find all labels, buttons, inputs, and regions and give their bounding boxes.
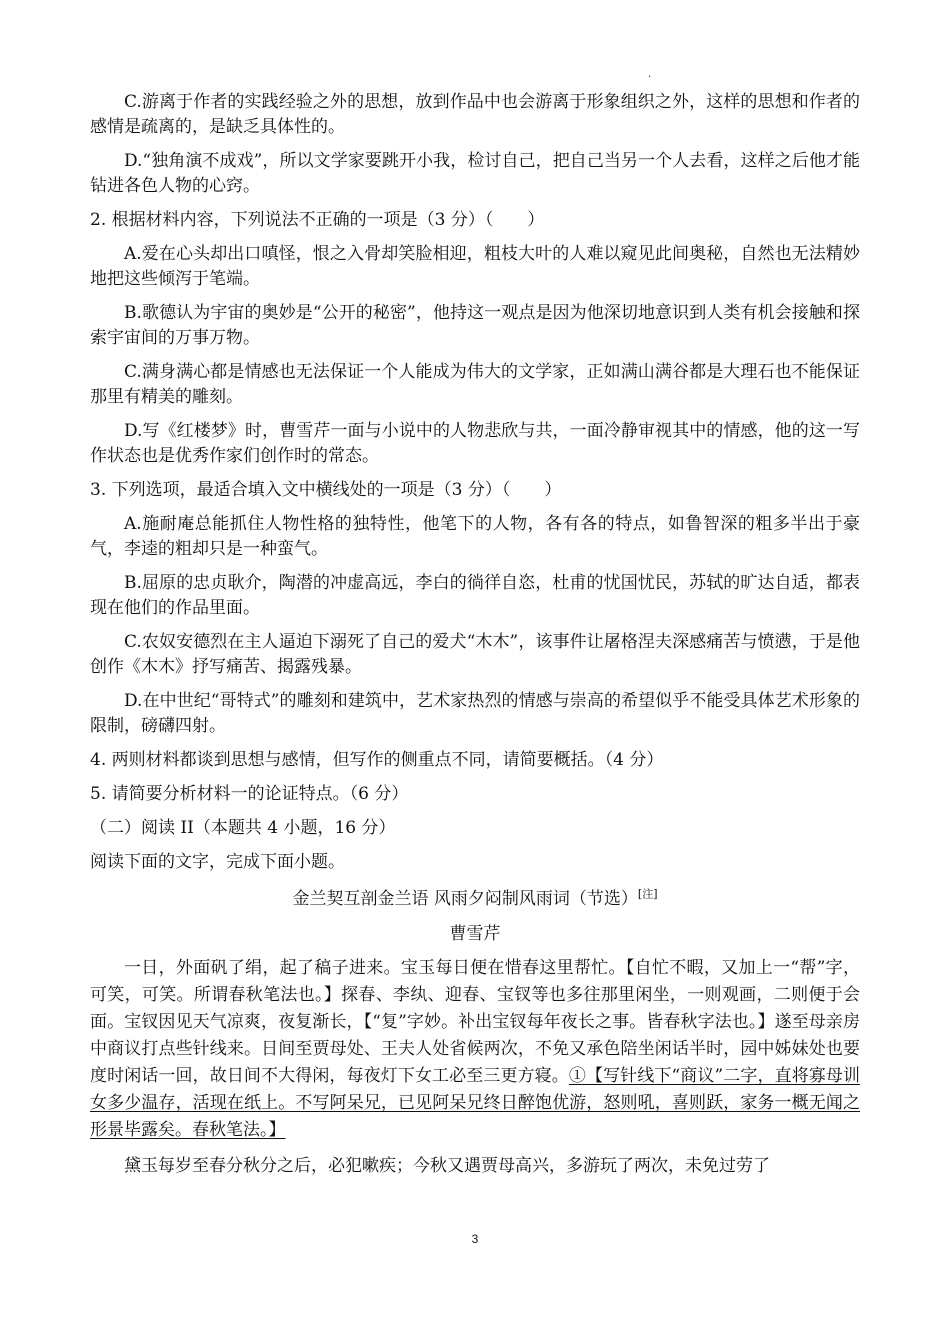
q1-option-c: C.游离于作者的实践经验之外的思想，放到作品中也会游离于形象组织之外，这样的思想和作者的感情是疏离的，是缺乏具体性的。 (90, 92, 860, 137)
q2-option-b: B.歌德认为宇宙的奥妙是“公开的秘密”，他持这一观点是因为他深切地意识到人类有机会接触和探索宇宙间的万事万物。 (90, 303, 860, 348)
annotation-1-underlined: ①【写针线下“商议”二字，直将寡母训女多少温存，活现在纸上。不写阿呆兄，已见阿呆兄终日醉饱优游，怒则吼，喜则跃，家务一概无闻之形景毕露矣。春秋笔法。】 (90, 1066, 860, 1140)
header-mark: . (648, 69, 652, 80)
passage-paragraph-1 (90, 955, 860, 1144)
q3-option-d: D.在中世纪“哥特式”的雕刻和建筑中，艺术家热烈的情感与崇高的希望似乎不能受具体艺术形象的限制，磅礴四射。 (90, 691, 860, 736)
q1-option-d: D.“独角演不成戏”，所以文学家要跳开小我，检讨自己，把自己当另一个人去看，这样之后他才能钻进各色人物的心窍。 (90, 151, 860, 196)
q3-option-c: C.农奴安德烈在主人逼迫下溺死了自己的爱犬“木木”，该事件让屠格涅夫深感痛苦与愤懑，于是他创作《木木》抒写痛苦、揭露残暴。 (90, 632, 860, 677)
q3-option-b: B.屈原的忠贞耿介，陶潜的冲虚高远，李白的徜徉自恣，杜甫的忧国忧民，苏轼的旷达自适，都表现在他们的作品里面。 (90, 573, 860, 618)
q4-stem: 4. 两则材料都谈到思想与感情，但写作的侧重点不同，请简要概括。（4 分） (90, 750, 664, 770)
q2-option-d: D.写《红楼梦》时，曹雪芹一面与小说中的人物悲欣与共，一面冷静审视其中的情感，他的这一写作状态也是优秀作家们创作时的常态。 (90, 421, 860, 466)
reading-instruction: 阅读下面的文字，完成下面小题。 (90, 852, 345, 872)
page-number: 3 (471, 1232, 479, 1246)
passage-paragraph-2: 黛玉每岁至春分秋分之后，必犯嗽疾；今秋又遇贾母高兴，多游玩了两次，未免过劳了 (124, 1156, 770, 1176)
title-note-marker: [注] (637, 887, 658, 901)
section-heading: （二）阅读 II（本题共 4 小题，16 分） (90, 818, 396, 838)
q2-stem: 2. 根据材料内容，下列说法不正确的一项是（3 分）（ ） (90, 210, 545, 230)
q3-option-a: A.施耐庵总能抓住人物性格的独特性，他笔下的人物，各有各的特点，如鲁智深的粗多半出于豪气，李逵的粗却只是一种蛮气。 (90, 514, 860, 559)
q3-stem: 3. 下列选项，最适合填入文中横线处的一项是（3 分）（ ） (90, 480, 562, 500)
q5-stem: 5. 请简要分析材料一的论证特点。（6 分） (90, 784, 409, 804)
page-content (90, 90, 860, 1180)
passage-title-text: 金兰契互剖金兰语 风雨夕闷制风雨词（节选） (292, 889, 638, 909)
q2-option-a: A.爱在心头却出口嗔怪，恨之入骨却笑脸相迎，粗枝大叶的人难以窥见此间奥秘，自然也无法精妙地把这些倾泻于笔端。 (90, 244, 860, 289)
q2-option-c: C.满身满心都是情感也无法保证一个人能成为伟大的文学家，正如满山满谷都是大理石也不能保证那里有精美的雕刻。 (90, 362, 860, 407)
passage-title (90, 887, 860, 912)
passage-paragraph-1-text: 一日，外面矾了绢，起了稿子进来。宝玉每日便在惜春这里帮忙。【自忙不暇，又加上一“帮”字，可笑，可笑。所谓春秋笔法也。】探春、李纨、迎春、宝钗等也多往那里闲坐，一则观画，二则便于会面。宝钗因见天气凉爽，夜复渐长，【“复”字妙。补出宝钗每年夜长之事。皆春秋字法也。】遂至母亲房中商议打点些针线来。日间至贾母处、王夫人处省候两次，不免又承色陪坐闲话半时，园中姊妹处也要度时闲话一回，故日间不大得闲，每夜灯下女工必至三更方寝。 (90, 958, 860, 1086)
passage-author: 曹雪芹 (449, 924, 501, 944)
